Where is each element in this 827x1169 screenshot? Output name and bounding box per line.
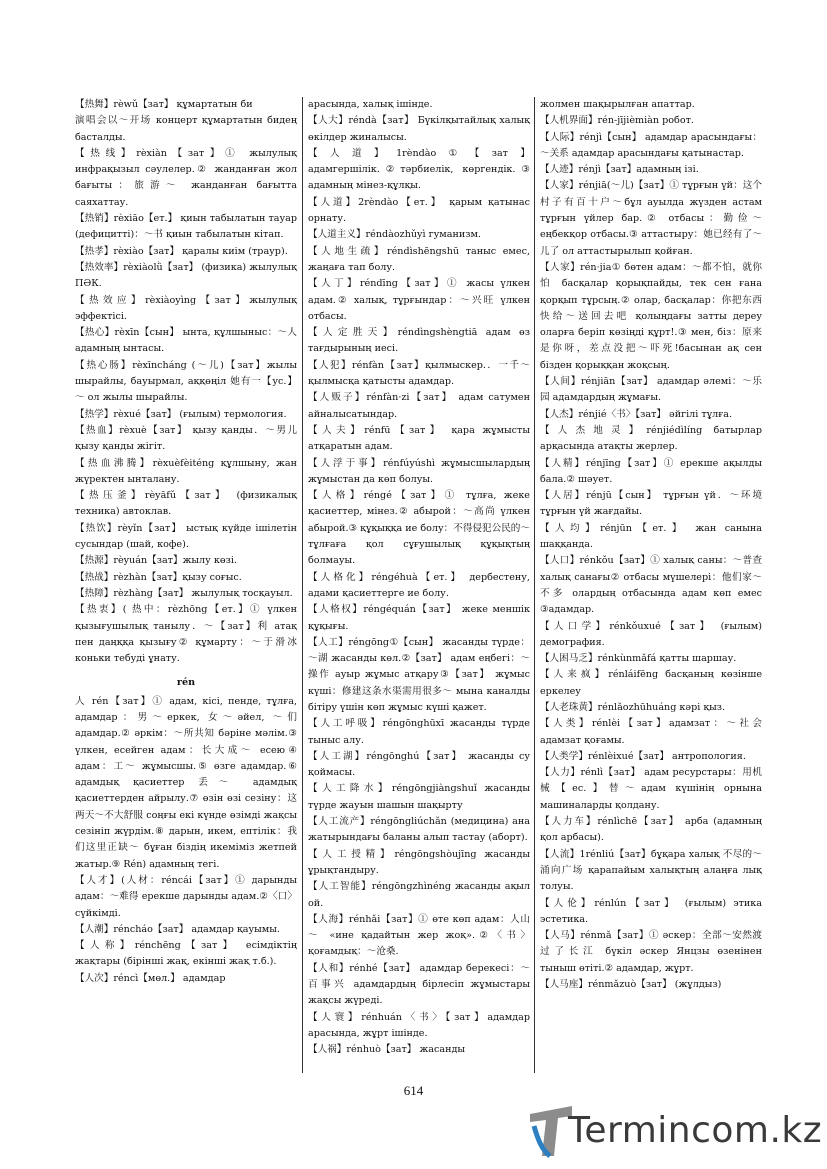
dictionary-entry: 【人道主义】réndàozhǔyì гуманизм. xyxy=(308,229,481,241)
dictionary-entry: 【热血】rèxuè【зат】 қызу қанды．～男儿 қызу қанды жігіт. xyxy=(75,424,297,453)
dictionary-entry: 【人间】rénjiān【зат】 адамдар әлемі：～乐园 адамдардың жұмағы. xyxy=(540,376,762,404)
dictionary-entry: 【人居】rénjū【сын】 тұрғын үй．～环境 тұрғын үй жағдайы. xyxy=(540,490,762,518)
dictionary-entry: 【人称】rénchēng【зат】 есімдіктің жақтары (бірінші жақ, екінші жақ т.б.). xyxy=(75,940,297,968)
column-divider xyxy=(302,97,303,1073)
dictionary-entry: 【热障】rèzhàng【зат】 жылулық тосқауыл. xyxy=(75,587,293,599)
dictionary-entry: 【人夫】rénfū【зат】 қара жұмысты атқаратын адам. xyxy=(308,424,530,453)
dictionary-entry: 【人迹】rénjì【зат】адамның ізі. xyxy=(540,164,699,176)
dictionary-entry: 【人口学】rénkǒuxué【зат】 (ғылым) демография. xyxy=(540,620,762,648)
dictionary-entry: 【人精】rénjīng【зат】① ерекше ақылды бала.② шәует. xyxy=(540,457,762,485)
dictionary-column-1 xyxy=(75,97,297,987)
dictionary-entry: 【人格】réngé【зат】① тұлға, жеке қасиеттер, мінез.② абырой：～高尚 үлкен абырой.③ құқыққа ие болу：不得侵犯公民的～ тұлғаға қол сұғушылық құқықтың болмауы. xyxy=(308,490,530,567)
dictionary-entry: 【人才】(人材：réncái【зат】① дарынды адам：～难得 ерекше дарынды адам.②〈口〉сүйкімді. xyxy=(75,874,297,919)
dictionary-entry: 【人格权】réngéquán【зат】 жеке меншік құқығы. xyxy=(308,604,530,632)
dictionary-entry: 【人杰地灵】rénjiédìlíng батырлар арқасында атақты жерлер. xyxy=(540,424,762,453)
dictionary-entry: 【人均】rénjūn【ет.】 жан санына шаққанда. xyxy=(540,522,762,551)
dictionary-column-2 xyxy=(308,97,530,1059)
dictionary-entry: 【热源】rèyuán【зат】жылу көзі. xyxy=(75,555,237,567)
dictionary-entry: 【人杰】rénjié〈书〉【зат】 әйгілі тұлға. xyxy=(540,408,733,420)
dictionary-entry: 【人工智能】réngōngzhìnéng жасанды ақыл ой. xyxy=(308,881,530,909)
dictionary-entry: 【人马】rénmǎ【зат】① әскер：全部～安然渡过了长江 бүкіл әскер Янцзы өзенінен тыныш өтіті.② адамдар, жұрт. xyxy=(540,930,762,974)
dictionary-entry: 【人类学】rénlèixué【зат】 антропология. xyxy=(540,750,746,762)
dictionary-entry: 【人大】réndà【зат】 Бүкілқытайлық халық өкілдер жиналысы. xyxy=(308,115,530,143)
dictionary-entry: 【热舞】rèwǔ【зат】 құмартатын би xyxy=(75,99,253,110)
dictionary-entry: 【人工流产】réngōngliúchǎn (медицина) ана жатырындағы баланы алып тастау (аборт). xyxy=(308,816,530,844)
dictionary-entry: 【热心肠】rèxīncháng (～儿)【зат】жылы шырайлы, бауырмал, аққөңіл 她有一【ус.】～ ол жылы шырайлы. xyxy=(75,359,297,404)
dictionary-entry: 【人次】réncì【мөл.】 адамдар xyxy=(75,972,226,984)
dictionary-entry: 【热效率】rèxiàolǜ【зат】 (физика) жылулық ПӘК. xyxy=(75,261,297,290)
dictionary-entry: 演唱会以～开场 концерт құмартатын бидең басталды. xyxy=(75,115,297,143)
dictionary-entry: 【人家】rén·jia① бөтен адам：～都不怕，就你怕 басқалар қорықпайды, тек сен ғана қорқып тұрсың.② олар, басқалар：你把东西快给～送回去吧 қолыңдағы затты дереу оларға беріп көзіңді құрт!.③ мен, біз：原来是你呀，差点没把～吓死!басынан ақ сен бізден қорыққан жоқсың. xyxy=(540,261,762,371)
dictionary-entry: 【人潮】réncháo【зат】 адамдар қауымы. xyxy=(75,923,280,935)
dictionary-entry: 【人定胜天】réndìngshèngtiā адам өз тағдырының иесі. xyxy=(308,327,530,355)
dictionary-entry: 【人力车】rénlìchē【зат】 арба (адамның қол арбасы). xyxy=(540,816,762,844)
dictionary-entry: 【人伦】rénlún【зат】 (ғылым) этика эстетика. xyxy=(540,897,762,925)
dictionary-entry: 【人地生疏】réndìshēngshū таныс емес, жаңаға тап болу. xyxy=(308,245,530,273)
dictionary-entry: 【热血沸腾】rèxuèfèiténg құлшыну, жан жүректен ынталану. xyxy=(75,457,297,485)
dictionary-entry: 【人道】1rèndào①【зат】 адамгершілік.②тәрбиелік, көргендік.③ адамның мінез-құлқы. xyxy=(308,147,530,192)
dictionary-entry: 【人丁】réndīng【зат】① жасы үлкен адам.② халық, тұрғындар：～兴旺 үлкен отбасы. xyxy=(308,278,530,322)
dictionary-entry: арасында, халық ішінде. xyxy=(308,99,433,110)
dictionary-entry: 【热战】rèzhàn【зат】қызу соғыс. xyxy=(75,571,242,583)
dictionary-entry: жолмен шақырылған апаттар. xyxy=(540,99,695,110)
dictionary-entry: 【人老珠黄】rénlǎozhūhuáng кәрі қыз. xyxy=(540,701,726,713)
termincom-logo[interactable] xyxy=(528,1100,823,1160)
dictionary-entry: 【人海】rénhǎi【зат】① өте көп адам：人山～ «ине қадайтын жер жоқ».②〈书〉қоғамдық：～沧桑. xyxy=(308,913,530,958)
column-divider xyxy=(534,97,535,1073)
dictionary-entry: 【热销】rèxiāo【ет.】 қиын табылатын тауар (дефицитті)：～书 қиын табылатын кітап. xyxy=(75,213,297,241)
dictionary-entry: 【热压釜】rèyāfǔ【зат】 (физикалық техника) автоклав. xyxy=(75,490,297,518)
page-number: 614 xyxy=(403,1083,424,1098)
dictionary-entry: 【人工湖】réngōnghú【зат】 жасанды су қоймасы. xyxy=(308,750,530,779)
dictionary-entry: 【热饮】rèyǐn【зат】 ыстық күйде ішілетін сусындар (шай, кофе). xyxy=(75,522,297,551)
dictionary-entry: 【热衷】( 热中：rèzhōng【ет.】① үлкен қызығушылық танылу．～【зат】利 атақ пен даңққа қызығу② құмарту：～于滑冰 коньки тебуді ұнату. xyxy=(75,604,297,665)
dictionary-entry: 【人犯】rénfàn【зат】қылмыскер.．一千～қылмысқа қатысты адамдар. xyxy=(308,359,530,388)
dictionary-entry: 【人工】réngōng①【сын】 жасанды түрде：～湖 жасанды көл.②【зат】 адам еңбегі：～操作 ауыр жұмыс атқару③【зат】 жұмыс күші：修建这条水渠需用很多～ мына каналды бітіру үшін көп жұмыс күші қажет. xyxy=(308,636,530,713)
dictionary-entry: 【热心】rèxīn【сын】 ынта, құлшыныс：～人 адамның ынтасы. xyxy=(75,327,297,355)
dictionary-entry: 【人口】rénkǒu【зат】① халық саны：～普查 халық санағы② отбасы мүшелері：他们家～不多 олардың отбасында адам көп емес ③адамдар. xyxy=(540,555,762,616)
dictionary-entry: 【人祸】rénhuò【зат】 жасанды xyxy=(308,1044,466,1056)
dictionary-entry: 【人流】1rénliú【зат】бұқара халық 不尽的～涌向广场 қарапайым халықтың алаңға лық толуы. xyxy=(540,848,762,893)
logo-text: Termincom.kz xyxy=(568,1110,823,1151)
dictionary-entry: 【热效应】rèxiàoyìng【зат】жылулық эффектісі. xyxy=(75,294,297,322)
dictionary-entry: 【人工降水】réngōngjiàngshuǐ жасанды түрде жауын шашын шақырту xyxy=(308,783,530,811)
dictionary-entry: 【人马座】rénmǎzuò【зат】 (жұлдыз) xyxy=(540,979,722,991)
dictionary-entry: 【人寰】rénhuán〈书〉【зат】адамдар арасында, жұрт ішінде. xyxy=(308,1011,530,1039)
dictionary-entry: 【人际】rénjì【сын】 адамдар арасындағы：～关系 адамдар арасындағы қатынастар. xyxy=(540,131,762,159)
dictionary-entry: 【人工呼吸】réngōnghūxī жасанды түрде тыныс алу. xyxy=(308,718,530,746)
dictionary-entry: 【人道】2rèndào【ет.】 қарым қатынас орнату. xyxy=(308,196,530,225)
dictionary-entry: 【热学】rèxué【зат】 (ғылым) термология. xyxy=(75,408,287,420)
dictionary-entry: 【热线】rèxiàn【зат】① жылулық инфрақызыл сәулелер.② жанданған жол бағыты：旅游～ жанданған бағытта саяхаттау. xyxy=(75,147,297,208)
dictionary-entry: 人 rén【зат】① адам, кісі, пенде, тұлға, адамдар：男～еркек, 女～әйел, ～们 адамдар.② әркім：～所共知 бәріне мәлім.③ үлкен, есейген адам：长大成～ есею④ адам：工～ жұмысшы.⑤ өзге адамдар.⑥ адамдық қасиеттер 丢～ адамдық қасиеттерден айрылу.⑦ өзін өзі сезіну：这两天～不大舒服 соңғы екі күнде өзімді жақсы сезініп жүрдім.⑧ дарын, икем, ептілік：我们这里正缺～ бұған біздің икеміміз жетпей жатыр.⑨ Rén) адамның тегі. xyxy=(75,695,297,870)
dictionary-entry: 【人家】rénjiā(～儿)【зат】① тұрғын үй：这个村子有百十户～бұл ауылда жүзден астам тұрғын үйлер бар.② отбасы：勤俭～ еңбекқор отбасы.③ аттастыру：她已经有了～儿了 ол аттастырылып қойған. xyxy=(540,180,762,257)
dictionary-entry: 【热孝】rèxiào【зат】 қаралы киім (траур). xyxy=(75,245,288,257)
dictionary-entry: 【人机界面】rén-jījièmiàn робот. xyxy=(540,115,694,127)
dictionary-entry: 【人力】rénlì【зат】 адам ресурстары：用机械【ес.】替～адам күшінің орнына машиналарды қолдану. xyxy=(540,767,762,811)
dictionary-entry: 【人困马乏】rénkùnmǎfá қатты шаршау. xyxy=(540,653,737,665)
dictionary-column-3 xyxy=(540,97,762,993)
dictionary-entry: 【人工授精】réngōngshòujīng жасанды ұрықтандыру. xyxy=(308,848,530,876)
dictionary-entry: 【人来疯】rénláifēng басқаның көзінше еркелеу xyxy=(540,669,762,697)
section-heading: rén xyxy=(176,677,196,689)
dictionary-entry: 【人贩子】rénfàn·zi【зат】 адам сатумен айналысатындар. xyxy=(308,392,530,420)
dictionary-entry: 【人类】rénlèi【зат】адамзат：～社会 адамзат қоғамы. xyxy=(540,718,762,746)
dictionary-entry: 【人和】rénhé【зат】 адамдар берекесі：～百事兴 адамдардың бірлесіп жұмыстары жақсы жүреді. xyxy=(308,962,530,1007)
dictionary-entry: 【人格化】réngéhuà【ет.】 дербестену, адами қасиеттерге ие болу. xyxy=(308,571,530,599)
dictionary-entry: 【人浮于事】rénfúyúshì жұмысшылардың жұмыстан да көп болуы. xyxy=(308,457,530,485)
